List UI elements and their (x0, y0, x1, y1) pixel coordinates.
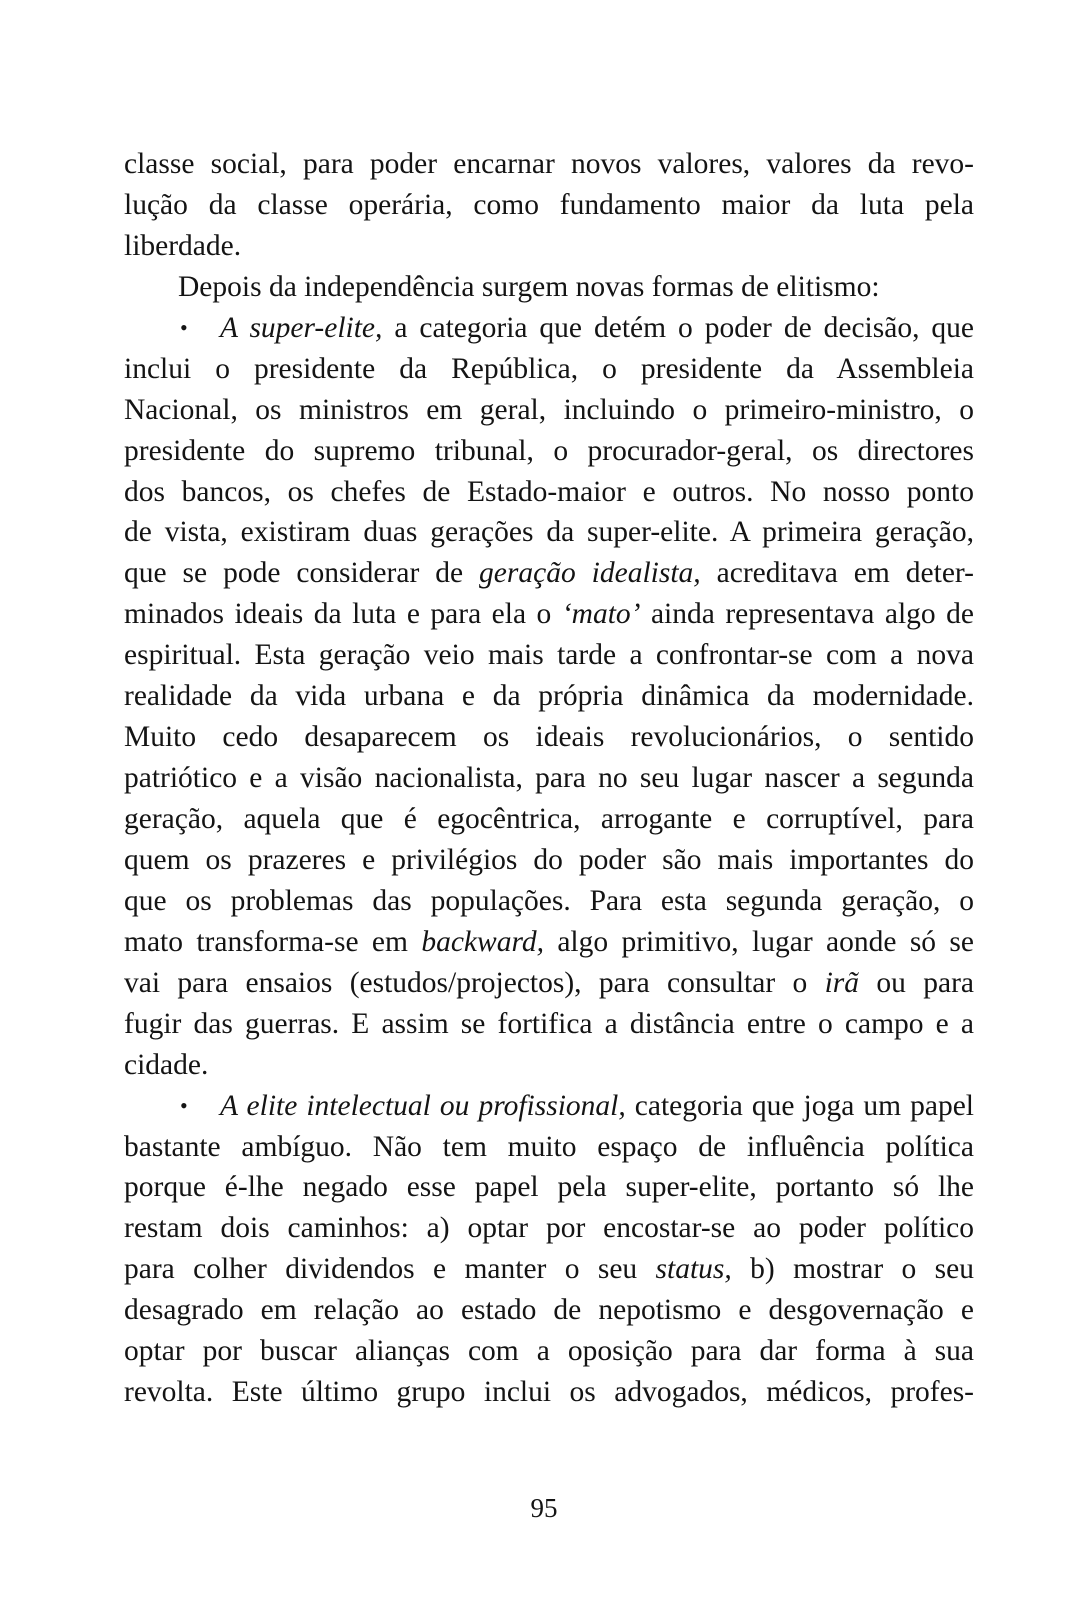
text-line: patriótico e a visão nacionalista, para no seu lugar nascer a segunda (124, 762, 974, 795)
text-line: quem os prazeres e privilégios do poder são mais importantes do (124, 843, 974, 876)
text-line: para colher dividendos e manter o seu status, b) mostrar o seu (124, 1253, 974, 1286)
text-line: presidente do supremo tribunal, o procurador-geral, os directores (124, 434, 974, 467)
text-line: revolta. Este último grupo inclui os advogados, médicos, profes- (124, 1376, 974, 1409)
text-line: mato transforma-se em backward, algo primitivo, lugar aonde só se (124, 925, 975, 958)
text-line: Nacional, os ministros em geral, incluindo o primeiro-ministro, o (124, 393, 974, 426)
bullet-line: • A elite intelectual ou profissional, categoria que joga um papel (124, 1086, 974, 1127)
bullet-icon: • (180, 314, 188, 340)
page-body (124, 144, 974, 1413)
text-line: bastante ambíguo. Não tem muito espaço de influência política (124, 1130, 974, 1163)
emphasis: backward, (421, 925, 544, 958)
text-line: classe social, para poder encarnar novos valores, valores da revo- (124, 148, 974, 180)
text-line: Depois da independência surgem novas formas de elitismo: (178, 270, 880, 303)
bullet-line: • A super-elite, a categoria que detém o poder de decisão, que (124, 308, 974, 349)
text-line: que os problemas das populações. Para esta segunda geração, o (124, 884, 974, 917)
text-line: que se pode considerar de geração idealista, acreditava em deter- (124, 557, 974, 590)
text-line: inclui o presidente da República, o presidente da Assembleia (124, 352, 974, 385)
text-line: cidade. (124, 1048, 209, 1081)
text-line: vai para ensaios (estudos/projectos), para consultar o irã ou para (124, 966, 975, 999)
emphasis: irã (824, 966, 860, 999)
emphasis: status, (655, 1253, 732, 1286)
text-line: dos bancos, os chefes de Estado-maior e outros. No nosso ponto (124, 475, 974, 508)
text-line: optar por buscar alianças com a oposição para dar forma à sua (124, 1335, 974, 1368)
emphasis: geração idealista, (479, 557, 701, 590)
text-line: fugir das guerras. E assim se fortifica a distância entre o campo e a (124, 1007, 974, 1040)
page-number: 95 (530, 1493, 558, 1523)
bullet-icon: • (180, 1092, 188, 1118)
text-line: desagrado em relação ao estado de nepotismo e desgovernação e (124, 1294, 974, 1327)
text-line: de vista, existiram duas gerações da super-elite. A primeira geração, (124, 516, 974, 549)
text-line: restam dois caminhos: a) optar por encostar-se ao poder político (124, 1212, 974, 1245)
emphasis: A elite intelectual ou profissional, (220, 1089, 626, 1122)
text-line: Muito cedo desaparecem os ideais revolucionários, o sentido (124, 721, 974, 754)
text-line: liberdade. (124, 229, 242, 262)
text-line: geração, aquela que é egocêntrica, arrogante e corruptível, para (124, 803, 974, 835)
text-line: espiritual. Esta geração veio mais tarde a confrontar-se com a nova (124, 639, 974, 672)
text-line: lução da classe operária, como fundamento maior da luta pela (124, 188, 974, 221)
text-line: porque é-lhe negado esse papel pela super-elite, portanto só lhe (124, 1171, 974, 1204)
text-line: minados ideais da luta e para ela o ‘mato’ ainda representava algo de (124, 598, 975, 631)
text-line: realidade da vida urbana e da própria dinâmica da modernidade. (124, 680, 974, 713)
emphasis: ‘mato’ (561, 598, 641, 631)
emphasis: A super-elite, (220, 311, 383, 344)
